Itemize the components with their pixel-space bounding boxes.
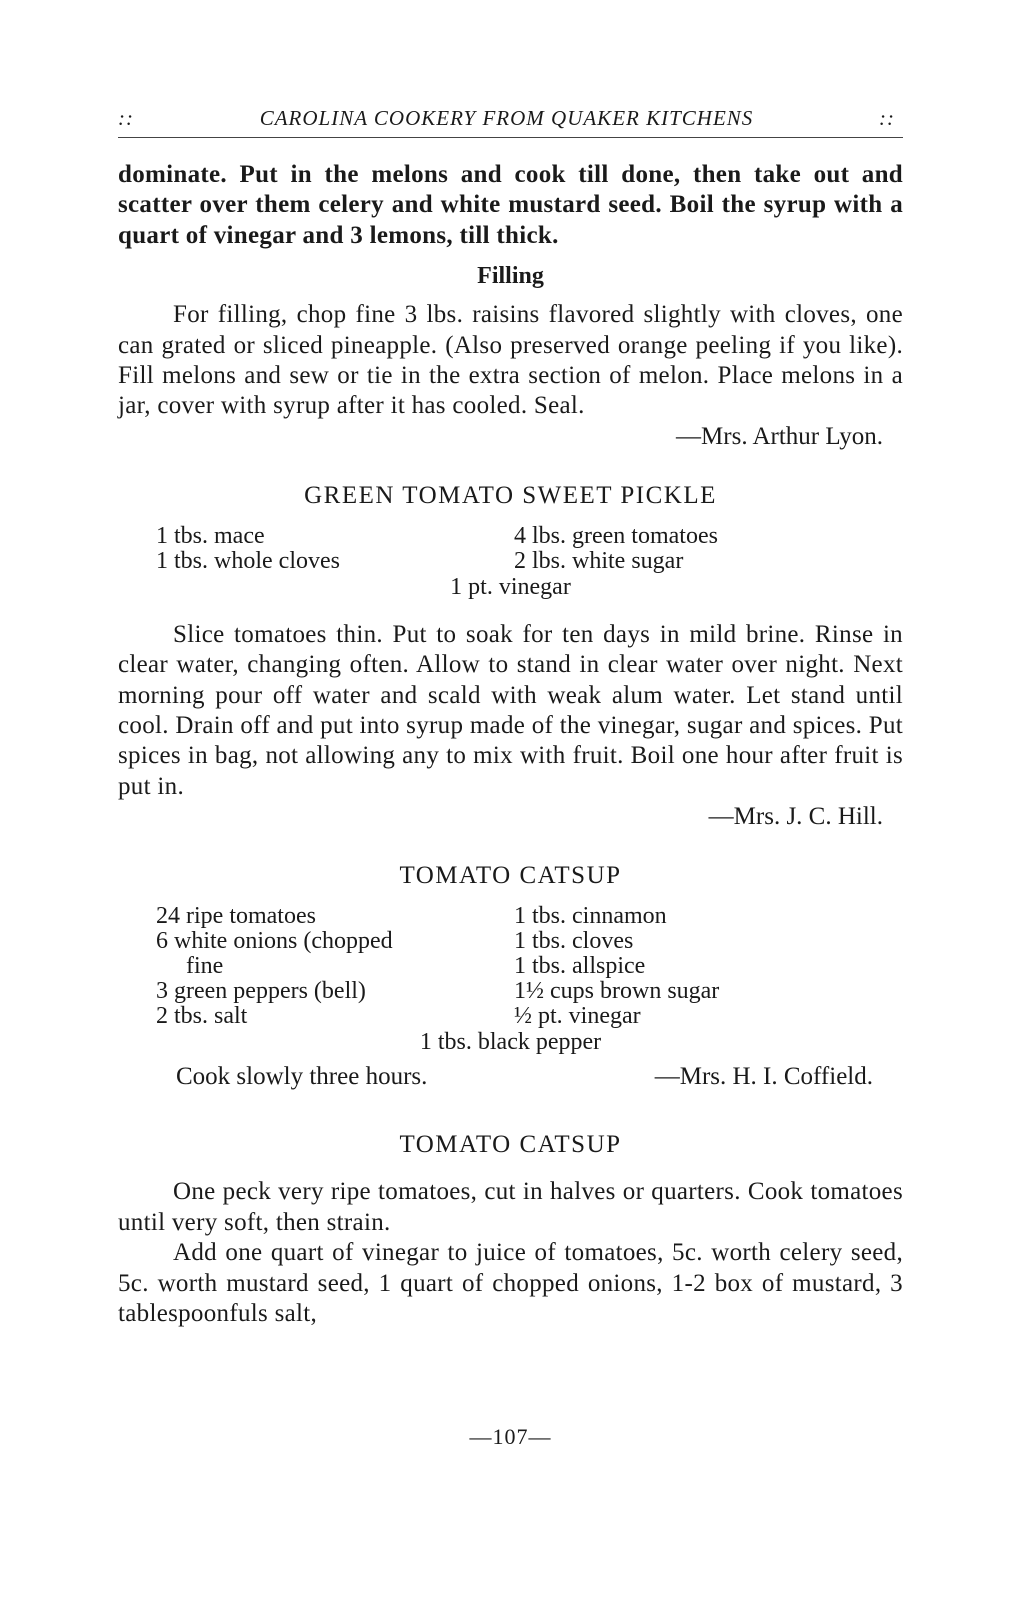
filling-paragraph: For filling, chop fine 3 lbs. raisins flavored slightly with cloves, one can grated or sliced pineapple. (Also preserved orange peeling if you like). Fill melons and sew or tie in the extra section of melon. Place melons in a jar, cover with syrup after it has cooled. Seal. xyxy=(118,301,903,420)
running-header xyxy=(118,106,903,138)
ingredient-row xyxy=(118,524,903,549)
page xyxy=(118,106,903,1329)
ingredient-center: 1 pt. vinegar xyxy=(450,573,571,600)
ingredient-left: 6 white onions (chopped xyxy=(156,928,393,955)
catsup-paragraph-2: Add one quart of vinegar to juice of tomatoes, 5c. worth celery seed, 5c. worth mustard seed, 1 quart of chopped onions, 1-2 box of mustard, 3 tablespoonfuls salt, xyxy=(118,1239,903,1327)
green-tomato-paragraph: Slice tomatoes thin. Put to soak for ten days in mild brine. Rinse in clear water, changing often. Allow to stand in clear water over night. Next morning pour off water and scald with weak alum water. Let stand until cool. Drain off and put into syrup made of the vinegar, sugar and spices. Put spices in bag, not allowing any to mix with fruit. Boil one hour after fruit is put in. xyxy=(118,620,903,800)
catsup-signature: —Mrs. H. I. Coffield. xyxy=(654,1063,873,1091)
catsup-ingredients xyxy=(118,904,903,1055)
ingredient-right: 1 tbs. cinnamon xyxy=(514,903,667,930)
ingredient-right: 1 tbs. cloves xyxy=(514,928,634,955)
ingredient-left: 1 tbs. whole cloves xyxy=(156,547,340,574)
ingredient-left: 1 tbs. mace xyxy=(156,522,265,549)
ingredient-row xyxy=(118,954,903,979)
header-right-mark: :: xyxy=(879,106,895,130)
running-title: CAROLINA COOKERY FROM QUAKER KITCHENS xyxy=(259,106,754,130)
ingredient-row xyxy=(118,549,903,574)
ingredient-left: 24 ripe tomatoes xyxy=(156,903,316,930)
intro-paragraph: dominate. Put in the melons and cook till done, then take out and scatter over them celery and white mustard seed. Boil the syrup with a quart of vinegar and 3 lemons, till thick. xyxy=(118,161,903,249)
ingredient-right: 4 lbs. green tomatoes xyxy=(514,522,718,549)
filling-signature: —Mrs. Arthur Lyon. xyxy=(676,422,883,450)
filling-heading: Filling xyxy=(477,263,544,290)
ingredient-row xyxy=(118,929,903,954)
catsup-heading-2: TOMATO CATSUP xyxy=(399,1131,622,1159)
ingredient-left: 2 tbs. salt xyxy=(156,1003,248,1030)
ingredient-row xyxy=(118,904,903,929)
ingredient-center: 1 tbs. black pepper xyxy=(419,1029,602,1056)
catsup-cook-instruction: Cook slowly three hours. xyxy=(176,1063,428,1091)
ingredient-right: 2 lbs. white sugar xyxy=(514,547,684,574)
ingredient-row xyxy=(118,979,903,1004)
ingredient-row xyxy=(118,1004,903,1029)
green-tomato-heading: GREEN TOMATO SWEET PICKLE xyxy=(304,481,717,509)
green-tomato-ingredients xyxy=(118,524,903,600)
ingredient-left: 3 green peppers (bell) xyxy=(156,978,366,1005)
ingredient-right: 1 tbs. allspice xyxy=(514,953,646,980)
ingredient-right: ½ pt. vinegar xyxy=(514,1003,641,1030)
ingredient-right: 1½ cups brown sugar xyxy=(514,978,720,1005)
page-number: —107— xyxy=(469,1424,552,1449)
catsup-cook-line xyxy=(118,1063,903,1091)
catsup-heading: TOMATO CATSUP xyxy=(399,862,622,890)
green-tomato-signature: —Mrs. J. C. Hill. xyxy=(708,803,883,831)
header-left-mark: :: xyxy=(118,106,134,130)
ingredient-left: fine xyxy=(186,953,224,980)
catsup-paragraph-1: One peck very ripe tomatoes, cut in halves or quarters. Cook tomatoes until very soft, then strain. xyxy=(118,1178,903,1236)
